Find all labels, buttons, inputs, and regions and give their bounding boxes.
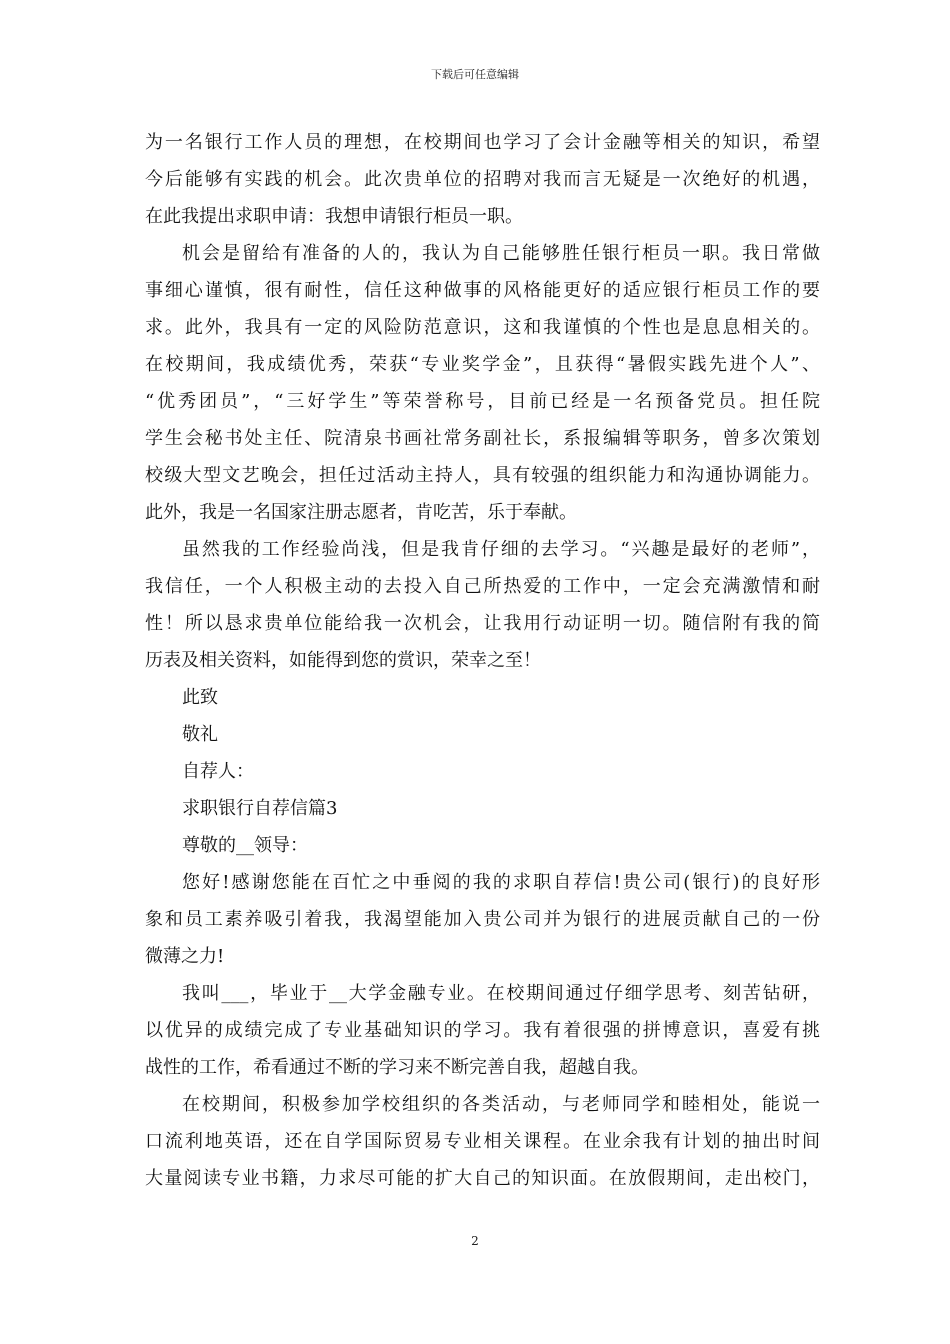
text-line-content: 敬礼 xyxy=(182,724,218,745)
text-line-content: “优秀团员”，“三好学生”等荣誉称号，目前已经是一名预备党员。担任院 xyxy=(145,391,820,412)
text-line-content: 学生会秘书处主任、院清泉书画社常务副社长，系报编辑等职务，曾多次策划 xyxy=(145,428,820,449)
text-line xyxy=(145,272,820,309)
text-line-content: 在校期间，积极参加学校组织的各类活动，与老师同学和睦相处，能说一 xyxy=(182,1094,820,1115)
text-line-content: 尊敬的__领导： xyxy=(182,835,308,856)
text-line xyxy=(145,827,820,864)
text-line xyxy=(145,1012,820,1049)
text-line xyxy=(145,790,820,827)
text-line-content: 此致 xyxy=(182,687,218,708)
text-line-content: 战性的工作，希看通过不断的学习来不断完善自我，超越自我。 xyxy=(145,1057,649,1078)
text-line xyxy=(145,124,820,161)
text-line xyxy=(145,198,820,235)
text-line xyxy=(145,1123,820,1160)
text-line-content: 虽然我的工作经验尚浅，但是我肯仔细的去学习。“兴趣是最好的老师”， xyxy=(182,539,820,560)
text-line xyxy=(145,1160,820,1197)
text-line xyxy=(145,161,820,198)
text-line-content: 我信任，一个人积极主动的去投入自己所热爱的工作中，一定会充满激情和耐 xyxy=(145,576,820,597)
text-line-content: 机会是留给有准备的人的，我认为自己能够胜任银行柜员一职。我日常做 xyxy=(182,243,820,264)
text-line-content: 您好!感谢您能在百忙之中垂阅的我的求职自荐信!贵公司(银行)的良好形 xyxy=(182,872,820,893)
document-body xyxy=(145,124,820,1197)
text-line-content: 以优异的成绩完成了专业基础知识的学习。我有着很强的拼博意识，喜爱有挑 xyxy=(145,1020,820,1041)
text-line xyxy=(145,864,820,901)
text-line xyxy=(145,642,820,679)
text-line xyxy=(145,309,820,346)
text-line-content: 在此我提出求职申请：我想申请银行柜员一职。 xyxy=(145,206,523,227)
text-line xyxy=(145,420,820,457)
text-line xyxy=(145,901,820,938)
page-header-note: 下载后可任意编辑 xyxy=(431,68,519,81)
text-line-content: 此外，我是一名国家注册志愿者，肯吃苦，乐于奉献。 xyxy=(145,502,577,523)
text-line-content: 微薄之力! xyxy=(145,946,225,967)
text-line-content: 历表及相关资料，如能得到您的赏识，荣幸之至！ xyxy=(145,650,541,671)
text-line xyxy=(145,605,820,642)
text-line xyxy=(145,568,820,605)
text-line xyxy=(145,938,820,975)
text-line xyxy=(145,753,820,790)
text-line-content: 校级大型文艺晚会，担任过活动主持人，具有较强的组织能力和沟通协调能力。 xyxy=(145,465,820,486)
text-line-content: 在校期间，我成绩优秀，荣获“专业奖学金”，且获得“暑假实践先进个人”、 xyxy=(145,354,820,375)
text-line xyxy=(145,1086,820,1123)
text-line-content: 自荐人： xyxy=(182,761,254,782)
text-line xyxy=(145,679,820,716)
text-line-content: 象和员工素养吸引着我，我渴望能加入贵公司并为银行的进展贡献自己的一份 xyxy=(145,909,820,930)
text-line xyxy=(145,716,820,753)
text-line xyxy=(145,346,820,383)
text-line-content: 为一名银行工作人员的理想，在校期间也学习了会计金融等相关的知识，希望 xyxy=(145,132,820,153)
text-line xyxy=(145,531,820,568)
page-number: 2 xyxy=(471,1234,479,1248)
text-line-content: 我叫___，毕业于__大学金融专业。在校期间通过仔细学思考、刻苦钻研， xyxy=(182,983,820,1004)
text-line-content: 求。此外，我具有一定的风险防范意识，这和我谨慎的个性也是息息相关的。 xyxy=(145,317,820,338)
text-line-content: 性！所以恳求贵单位能给我一次机会，让我用行动证明一切。随信附有我的简 xyxy=(145,613,820,634)
text-line xyxy=(145,383,820,420)
text-line xyxy=(145,494,820,531)
text-line xyxy=(145,975,820,1012)
text-line-content: 求职银行自荐信篇3 xyxy=(182,798,338,819)
text-line-content: 大量阅读专业书籍，力求尽可能的扩大自己的知识面。在放假期间，走出校门， xyxy=(145,1168,820,1189)
text-line-content: 口流利地英语，还在自学国际贸易专业相关课程。在业余我有计划的抽出时间 xyxy=(145,1131,820,1152)
text-line xyxy=(145,235,820,272)
text-line xyxy=(145,457,820,494)
text-line-content: 事细心谨慎，很有耐性，信任这种做事的风格能更好的适应银行柜员工作的要 xyxy=(145,280,820,301)
text-line-content: 今后能够有实践的机会。此次贵单位的招聘对我而言无疑是一次绝好的机遇， xyxy=(145,169,820,190)
text-line xyxy=(145,1049,820,1086)
